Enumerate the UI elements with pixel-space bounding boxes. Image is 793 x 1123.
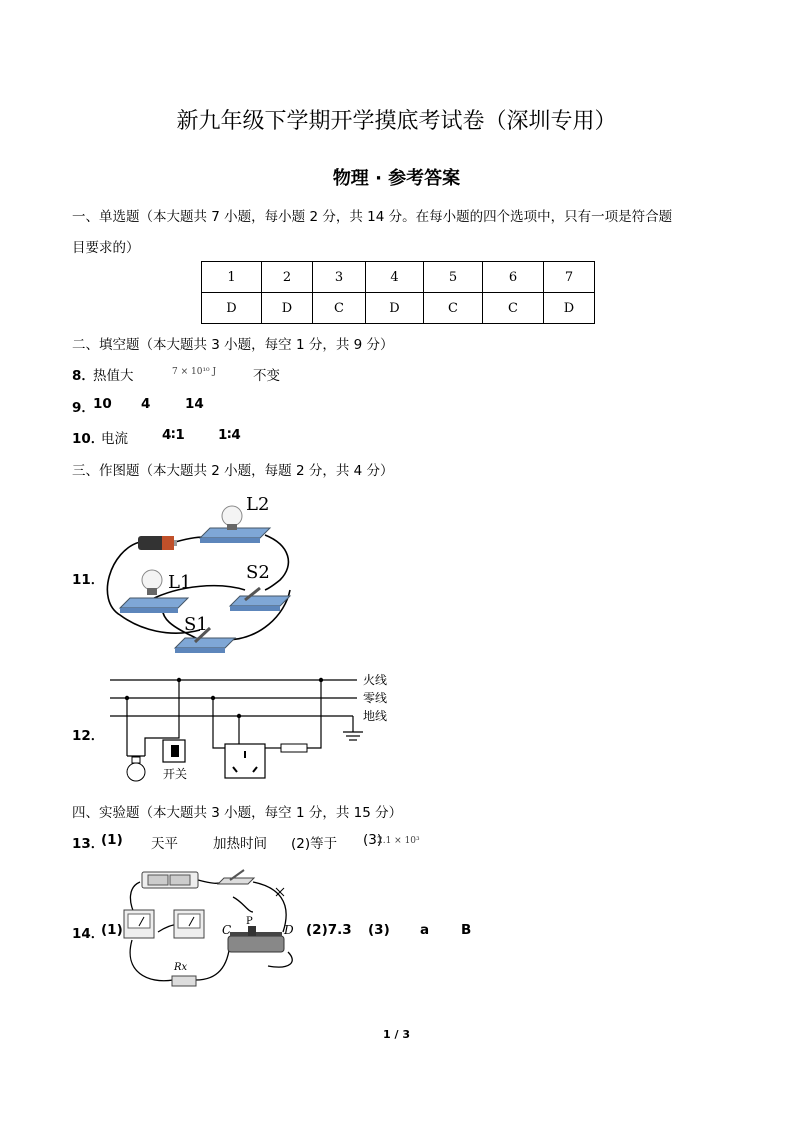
section4-heading: 四、实验题（本大题共 3 小题，每空 1 分，共 15 分） [72, 805, 403, 821]
q10-number: 10． [72, 431, 105, 447]
table-cell: D [366, 293, 424, 324]
page-title: 新九年级下学期开学摸底考试卷（深圳专用） [176, 109, 617, 134]
q13-answer-1: 天平 [151, 836, 178, 852]
q14-part2: (2)7.3 [306, 922, 352, 938]
label-rx: Rx [174, 962, 188, 973]
ammeter-icon [124, 910, 154, 938]
q14-answer-b: B [461, 922, 472, 938]
q14-experiment-diagram [118, 862, 308, 992]
label-l1: L1 [168, 572, 192, 593]
label-d: D [284, 923, 294, 937]
lamp-icon [127, 756, 145, 781]
neutral-label: 零线 [363, 691, 388, 705]
q9-number: 9． [72, 400, 95, 416]
q13-part2: (2)等于 [291, 836, 338, 852]
section1-heading-cont: 目要求的） [72, 240, 140, 256]
table-cell: 2 [262, 262, 313, 293]
q13-part1: (1) [101, 832, 123, 848]
page-number: 1 / 3 [383, 1028, 410, 1041]
table-cell: C [313, 293, 366, 324]
switch-label: 开关 [163, 767, 188, 781]
q10-answer-3: 1∶4 [218, 427, 241, 443]
voltmeter-icon [174, 910, 204, 938]
label-l2: L2 [246, 494, 270, 515]
label-s1: S1 [184, 614, 208, 635]
answer-table-number-row [202, 262, 595, 293]
battery-icon [138, 536, 177, 550]
section1-heading: 一、单选题（本大题共 7 小题，每小题 2 分，共 14 分。在每小题的四个选项中，只有一项是符合题 [72, 209, 673, 225]
answer-table [201, 261, 595, 324]
q12-number: 12． [72, 728, 105, 744]
battery-box-icon [142, 872, 198, 888]
q9-answer-1: 10 [93, 396, 112, 412]
answer-table-answer-row [202, 293, 595, 324]
table-cell: 7 [544, 262, 595, 293]
q14-answer-a: a [420, 922, 430, 938]
q13-answer-3: 2.1 × 10³ [377, 836, 420, 846]
q8-number: 8． [72, 368, 95, 384]
table-cell: 4 [366, 262, 424, 293]
q10-answer-1: 电流 [101, 431, 128, 447]
fuse-icon [281, 744, 307, 752]
table-cell: 1 [202, 262, 262, 293]
section2-heading: 二、填空题（本大题共 3 小题，每空 1 分，共 9 分） [72, 337, 394, 353]
table-cell: D [202, 293, 262, 324]
ground-label: 地线 [363, 709, 388, 723]
q10-answer-2: 4∶1 [162, 427, 185, 443]
label-p: P [246, 916, 253, 927]
q13-number: 13． [72, 836, 105, 852]
table-cell: D [544, 293, 595, 324]
live-label: 火线 [363, 673, 388, 687]
switch-icon [218, 870, 254, 884]
page-subtitle: 物理 · 参考答案 [332, 168, 461, 189]
q14-part3: (3) [368, 922, 390, 938]
q13-answer-2: 加热时间 [213, 836, 267, 852]
table-cell: 3 [313, 262, 366, 293]
q9-answer-3: 14 [185, 396, 204, 412]
table-cell: C [424, 293, 483, 324]
table-cell: 5 [424, 262, 483, 293]
socket-icon [225, 744, 265, 778]
q14-part1: (1) [101, 922, 123, 938]
q8-answer-3: 不变 [253, 368, 280, 384]
label-c: C [222, 923, 232, 937]
rheostat-icon [228, 926, 284, 952]
q11-circuit-diagram [100, 490, 300, 660]
q14-number: 14． [72, 926, 105, 942]
q12-wiring-diagram [105, 668, 395, 790]
q8-answer-1: 热值大 [93, 368, 134, 384]
table-cell: C [483, 293, 544, 324]
switch-icon [163, 740, 185, 762]
switch-s2-icon [230, 588, 290, 611]
section3-heading: 三、作图题（本大题共 2 小题，每题 2 分，共 4 分） [72, 463, 394, 479]
q11-number: 11． [72, 572, 105, 588]
q13-part3: (3) [363, 832, 383, 848]
resistor-icon [172, 976, 196, 986]
q9-answer-2: 4 [141, 396, 151, 412]
table-cell: D [262, 293, 313, 324]
q8-answer-2: 7 × 10¹⁰ J [172, 367, 217, 377]
label-s2: S2 [246, 562, 270, 583]
table-cell: 6 [483, 262, 544, 293]
